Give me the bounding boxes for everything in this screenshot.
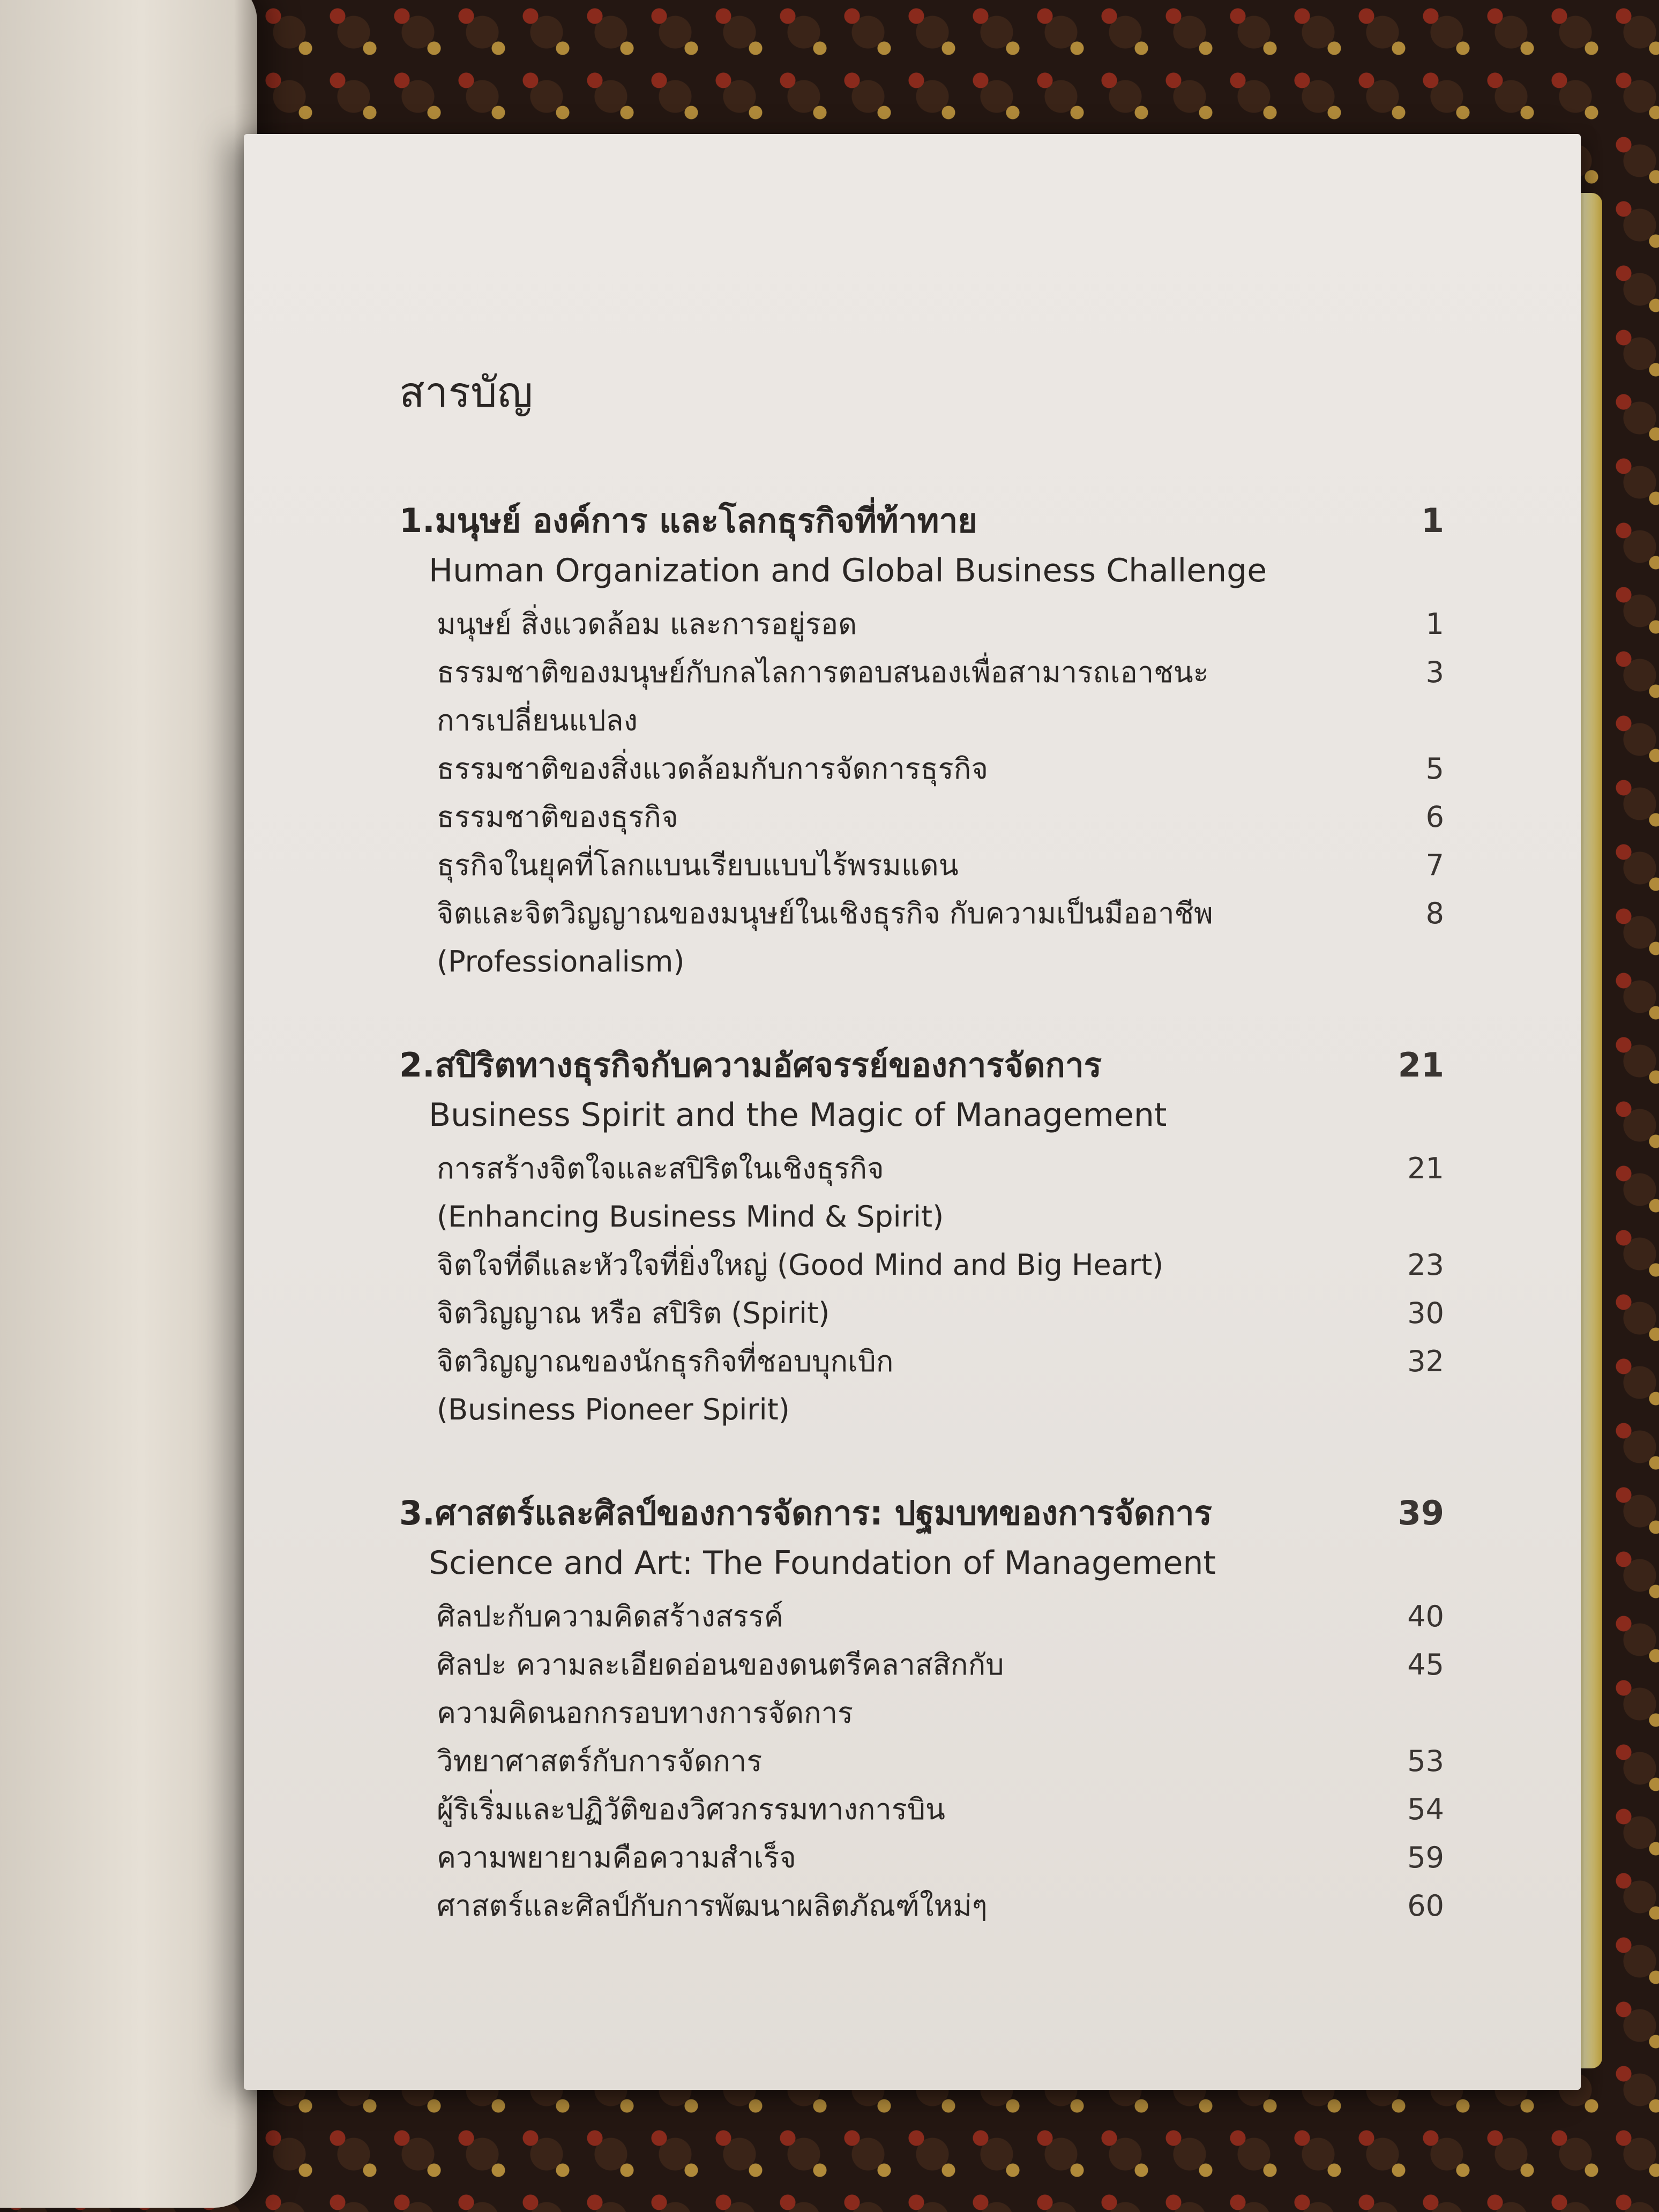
toc-entry — [399, 1834, 1444, 1882]
toc-entry — [399, 841, 1444, 890]
table-of-contents — [399, 359, 1444, 1984]
chapter-title: 2.สปิริตทางธุรกิจกับความอัศจรรย์ของการจัดการ — [399, 1045, 1102, 1085]
chapter-heading — [399, 495, 1444, 547]
entry-text: ธรรมชาติของมนุษย์กับกลไลการตอบสนองเพื่อสามารถเอาชนะ — [437, 655, 1209, 689]
chapter-english-title: Human Organization and Global Business Challenge — [429, 552, 1267, 589]
entry-text: ศาสตร์และศิลป์กับการพัฒนาผลิตภัณฑ์ใหม่ๆ — [437, 1889, 988, 1923]
entry-text: จิตและจิตวิญญาณของมนุษย์ในเชิงธุรกิจ กับความเป็นมืออาชีพ — [437, 896, 1213, 930]
entry-page-number: 23 — [1407, 1248, 1444, 1282]
entry-text-continued: ความคิดนอกกรอบทางการจัดการ — [437, 1696, 854, 1730]
chapter-1 — [399, 495, 1444, 986]
chapter-english-title: Science and Art: The Foundation of Management — [429, 1544, 1216, 1582]
toc-entry — [399, 1737, 1444, 1785]
chapter-page-number: 39 — [1398, 1493, 1444, 1533]
entry-page-number: 59 — [1407, 1841, 1444, 1874]
entry-text: จิตวิญญาณ หรือ สปิริต (Spirit) — [437, 1296, 830, 1330]
chapter-3 — [399, 1488, 1444, 1930]
entry-text: มนุษย์ สิ่งแวดล้อม และการอยู่รอด — [437, 607, 857, 641]
entry-text: ธรรมชาติของธุรกิจ — [437, 800, 678, 834]
toc-entry — [399, 1785, 1444, 1834]
toc-entry — [399, 1289, 1444, 1337]
entry-page-number: 8 — [1425, 896, 1444, 930]
entry-page-number: 7 — [1425, 848, 1444, 882]
entry-text-continued: การเปลี่ยนแปลง — [437, 704, 638, 737]
chapter-title: 3.ศาสตร์และศิลป์ของการจัดการ: ปฐมบทของการจัดการ — [399, 1493, 1212, 1533]
entry-page-number: 1 — [1425, 607, 1444, 641]
chapter-heading — [399, 1040, 1444, 1091]
entry-text: ผู้ริเริ่มและปฏิวัติของวิศวกรรมทางการบิน — [437, 1792, 945, 1826]
chapter-title: 1.มนุษย์ องค์การ และโลกธุรกิจที่ท้าทาย — [399, 501, 977, 540]
toc-entry — [399, 1641, 1444, 1737]
toc-entry — [399, 890, 1444, 986]
entry-text: ศิลปะ ความละเอียดอ่อนของดนตรีคลาสสิกกับ — [437, 1648, 1004, 1682]
entry-page-number: 6 — [1425, 800, 1444, 834]
toc-entry — [399, 1882, 1444, 1930]
entry-page-number: 54 — [1407, 1792, 1444, 1826]
entry-page-number: 5 — [1425, 752, 1444, 786]
toc-entry — [399, 1241, 1444, 1289]
chapter-2 — [399, 1040, 1444, 1434]
entry-page-number: 53 — [1407, 1744, 1444, 1778]
entry-page-number: 30 — [1407, 1296, 1444, 1330]
entry-text-continued: (Business Pioneer Spirit) — [437, 1393, 790, 1426]
entry-page-number: 3 — [1425, 655, 1444, 689]
entry-text: จิตวิญญาณของนักธุรกิจที่ชอบบุกเบิก — [437, 1344, 894, 1378]
entry-page-number: 45 — [1407, 1648, 1444, 1682]
chapter-page-number: 1 — [1421, 501, 1444, 540]
facing-page — [0, 0, 257, 2208]
toc-entry — [399, 745, 1444, 793]
entry-page-number: 32 — [1407, 1344, 1444, 1378]
chapter-page-number: 21 — [1398, 1045, 1444, 1085]
entry-text: ธุรกิจในยุคที่โลกแบนเรียบแบบไร้พรมแดน — [437, 848, 959, 882]
toc-entry — [399, 600, 1444, 648]
toc-title: สารบัญ — [399, 369, 533, 417]
entry-page-number: 21 — [1407, 1152, 1444, 1185]
entry-text: วิทยาศาสตร์กับการจัดการ — [437, 1744, 763, 1778]
entry-text: จิตใจที่ดีและหัวใจที่ยิ่งใหญ่ (Good Mind and Big Heart) — [437, 1248, 1164, 1282]
book-page — [244, 134, 1581, 2090]
toc-entry — [399, 1337, 1444, 1434]
toc-entry — [399, 1145, 1444, 1241]
entry-text: ธรรมชาติของสิ่งแวดล้อมกับการจัดการธุรกิจ — [437, 752, 988, 786]
chapter-heading — [399, 1488, 1444, 1539]
chapter-english-title: Business Spirit and the Magic of Management — [429, 1096, 1167, 1134]
entry-text: ความพยายามคือความสำเร็จ — [437, 1841, 796, 1874]
entry-text-continued: (Professionalism) — [437, 945, 685, 978]
entry-page-number: 60 — [1407, 1889, 1444, 1923]
entry-text: ศิลปะกับความคิดสร้างสรรค์ — [437, 1600, 783, 1633]
entry-text-continued: (Enhancing Business Mind & Spirit) — [437, 1200, 944, 1234]
toc-entry — [399, 648, 1444, 745]
entry-text: การสร้างจิตใจและสปิริตในเชิงธุรกิจ — [437, 1152, 884, 1185]
toc-entry — [399, 793, 1444, 841]
toc-entry — [399, 1593, 1444, 1641]
entry-page-number: 40 — [1407, 1600, 1444, 1633]
